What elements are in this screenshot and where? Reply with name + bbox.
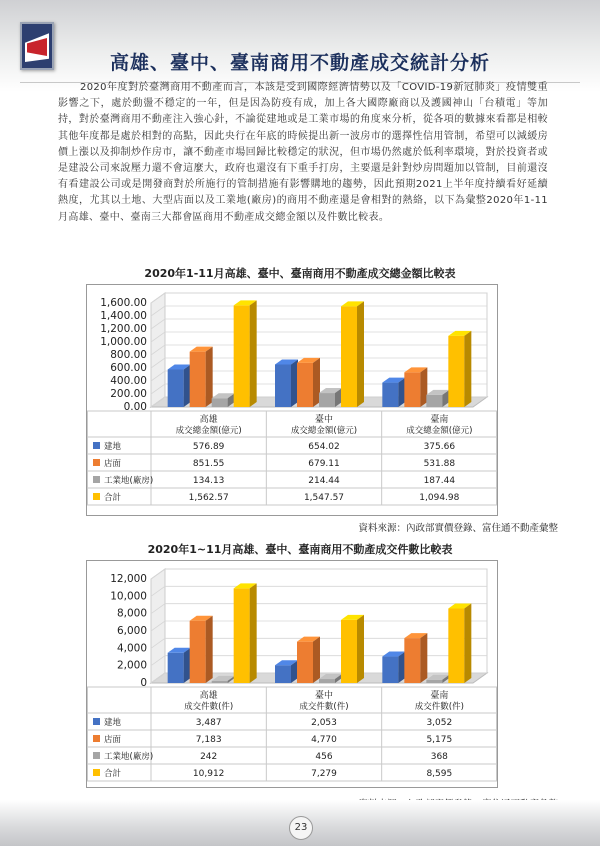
data-label: 214.44 — [308, 476, 340, 486]
y-tick-label: 400.00 — [110, 375, 147, 387]
legend-swatch — [93, 735, 100, 742]
y-tick-label: 600.00 — [110, 362, 147, 374]
legend-label: 合計 — [104, 769, 122, 779]
data-label: 5,175 — [426, 735, 453, 745]
bar-建地 — [168, 648, 191, 683]
bar-店面 — [190, 616, 213, 683]
category-sublabel: 成交總金額(億元) — [290, 426, 358, 436]
legend-label: 合計 — [104, 493, 122, 503]
category-label: 高雄 — [199, 691, 218, 701]
category-sublabel: 成交件數(件) — [299, 702, 349, 712]
data-label: 654.02 — [308, 442, 340, 452]
data-label: 10,912 — [192, 769, 225, 779]
legend-swatch — [93, 493, 100, 500]
legend-swatch — [93, 769, 100, 776]
data-label: 1,547.57 — [303, 493, 345, 503]
data-label: 1,094.98 — [419, 493, 460, 503]
legend-swatch — [93, 476, 100, 483]
data-label: 134.13 — [192, 476, 225, 486]
data-label: 2,053 — [311, 718, 337, 728]
data-label: 4,770 — [311, 735, 337, 745]
bar-工業地(廠房) — [426, 390, 449, 407]
legend-label: 工業地(廠房) — [104, 476, 154, 486]
data-label: 368 — [430, 752, 448, 762]
body-paragraph: 2020年度對於臺灣商用不動產而言，本該是受到國際經濟情勢以及「COVID-19新冠肺炎」疫情雙重影響之下，處於動盪不穩定的一年，但是因為防疫有成，加上各大國際廠商以及護國神山「台積電」等加持，對於臺灣商用不動產注入強心針，不論從建地或是工業市場的角度來分析，從各項的數據來看都是相較其他年度都是處於相對的高點，因此央行在年底的時候提出新一波房市的選擇性信用管制，希望可以減緩房價上漲以及抑制炒作房市，讓不動產市場回歸比較穩定的狀況，但市場仍然處於低利率環境，對於投資者或是建設公司來說壓力還不會這麼大，政府也還沒有下重手打房，主要還是針對炒房問題加以管制，目前還沒有看建設公司或是開發商對於所施行的管制措施有影響購地的趨勢，因此預期2021上半年度持續看好延續熱度，尤其以土地、大型店面以及工業地(廠房)的商用不動產還是會相對的熱絡，以下為彙整2020年1-11月高雄、臺中、臺南三大都會區商用不動產成交總金額以及件數比較表。 — [58, 82, 548, 223]
y-tick-label: 1,200.00 — [100, 323, 147, 335]
bar-合計 — [341, 615, 364, 683]
bar-店面 — [297, 637, 320, 683]
chart-1-amount — [86, 284, 498, 516]
data-label: 3,487 — [195, 718, 222, 728]
bar-建地 — [382, 652, 405, 683]
y-tick-label: 6,000 — [116, 625, 147, 637]
chart-2-svg — [87, 561, 497, 787]
bar-建地 — [275, 660, 298, 683]
category-sublabel: 成交件數(件) — [414, 702, 464, 712]
data-label: 7,183 — [195, 735, 222, 745]
data-label: 187.44 — [423, 476, 456, 486]
legend-label: 建地 — [104, 442, 122, 452]
data-label: 679.11 — [308, 459, 340, 469]
bar-合計 — [234, 300, 257, 407]
y-tick-label: 8,000 — [116, 607, 147, 620]
legend-swatch — [93, 718, 100, 725]
y-tick-label: 800.00 — [110, 349, 147, 361]
bar-建地 — [275, 359, 298, 407]
bar-合計 — [234, 583, 257, 683]
data-label: 531.88 — [423, 459, 456, 469]
chart-1-source: 資料來源：內政部實價登錄、富住通不動產彙整 — [358, 523, 558, 534]
category-label: 臺南 — [430, 415, 449, 425]
bar-合計 — [448, 331, 471, 407]
y-tick-label: 200.00 — [110, 388, 147, 400]
bar-店面 — [404, 633, 427, 683]
y-tick-label: 0.00 — [123, 401, 147, 413]
bar-建地 — [168, 365, 191, 407]
y-tick-label: 10,000 — [110, 590, 147, 603]
bar-店面 — [297, 358, 320, 407]
chart-1-title: 2020年1-11月高雄、臺中、臺南商用不動產成交總金額比較表 — [144, 267, 456, 280]
y-tick-label: 2,000 — [116, 659, 147, 672]
bar-合計 — [448, 604, 471, 683]
category-sublabel: 成交件數(件) — [184, 702, 234, 712]
bar-建地 — [382, 378, 405, 407]
category-sublabel: 成交總金額(億元) — [175, 426, 242, 436]
data-label: 375.66 — [423, 442, 456, 452]
category-sublabel: 成交總金額(億元) — [406, 426, 473, 436]
chart-1-svg — [87, 285, 497, 515]
y-tick-label: 0 — [140, 677, 147, 689]
bar-工業地(廠房) — [319, 388, 342, 407]
y-tick-label: 1,000.00 — [100, 336, 147, 348]
category-label: 高雄 — [199, 415, 218, 425]
chart-2-count — [86, 560, 498, 788]
data-label: 456 — [315, 752, 333, 762]
page-title: 高雄、臺中、臺南商用不動產成交統計分析 — [109, 52, 490, 74]
bar-店面 — [190, 347, 213, 407]
data-label: 242 — [200, 752, 218, 762]
data-label: 3,052 — [426, 718, 453, 728]
legend-swatch — [93, 442, 100, 449]
data-label: 576.89 — [192, 442, 225, 452]
data-label: 8,595 — [426, 769, 453, 779]
legend-label: 建地 — [104, 718, 122, 728]
y-tick-label: 1,600.00 — [100, 297, 147, 309]
category-label: 臺中 — [314, 691, 334, 701]
bar-店面 — [404, 367, 427, 407]
data-label: 851.55 — [192, 459, 225, 469]
category-label: 臺中 — [314, 415, 334, 425]
legend-label: 店面 — [104, 735, 122, 745]
category-label: 臺南 — [430, 691, 449, 701]
page-number: 23 — [289, 816, 313, 840]
y-tick-label: 12,000 — [110, 573, 147, 585]
legend-swatch — [93, 752, 100, 759]
legend-label: 店面 — [104, 459, 122, 469]
legend-label: 工業地(廠房) — [104, 752, 154, 762]
legend-swatch — [93, 459, 100, 466]
data-label: 7,279 — [311, 769, 337, 779]
bar-合計 — [341, 301, 364, 407]
y-tick-label: 4,000 — [116, 642, 147, 655]
y-tick-label: 1,400.00 — [100, 310, 147, 322]
data-label: 1,562.57 — [188, 493, 229, 503]
chart-2-title: 2020年1~11月高雄、臺中、臺南商用不動產成交件數比較表 — [147, 543, 453, 556]
